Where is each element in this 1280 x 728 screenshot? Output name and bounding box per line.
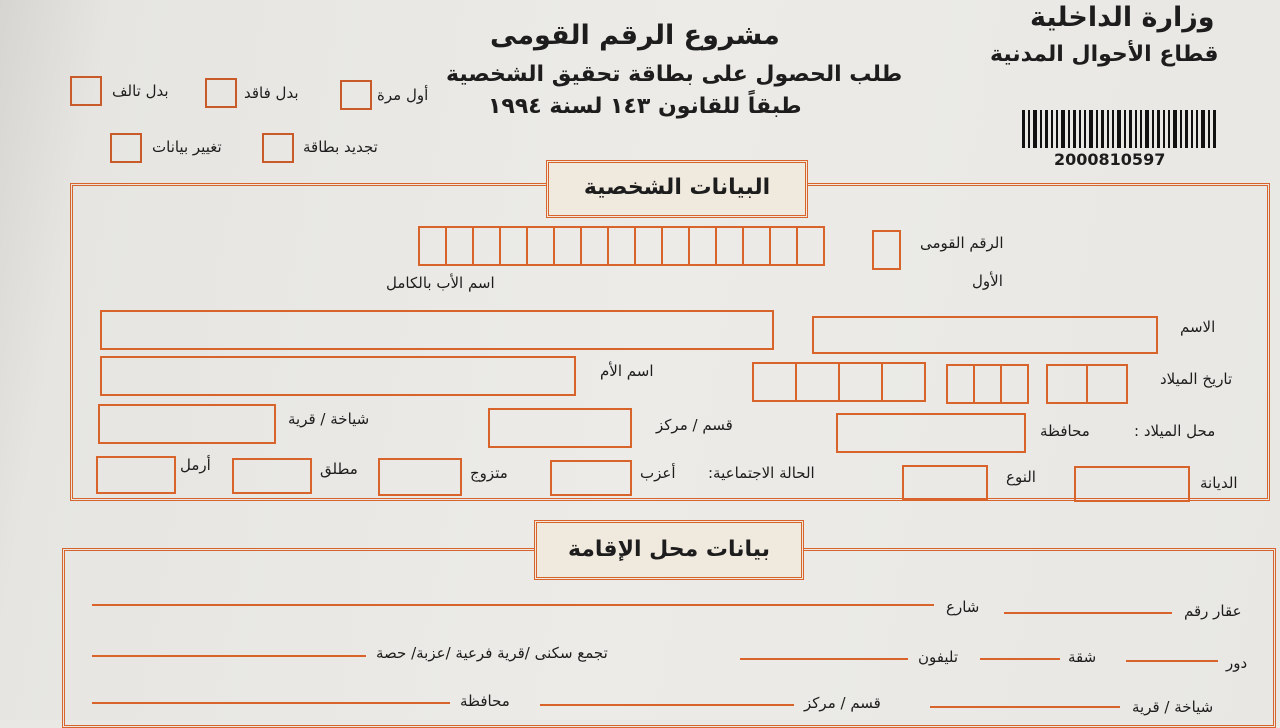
checkbox-renew[interactable] — [262, 133, 294, 163]
birth-district-label: قسم / مركز — [656, 416, 733, 434]
mother-name-label: اسم الأم — [600, 362, 654, 380]
national-id-label: الرقم القومى — [920, 234, 1004, 252]
mother-name-field[interactable] — [100, 356, 576, 396]
request-type-label-replace-lost: بدل فاقد — [244, 84, 299, 102]
law-title: طبقاً للقانون ١٤٣ لسنة ١٩٩٤ — [488, 94, 802, 119]
name-label: الاسم — [1180, 318, 1216, 336]
personal-section-title: البيانات الشخصية — [546, 160, 808, 218]
first-name-field[interactable] — [812, 316, 1158, 354]
birth-district-field[interactable] — [488, 408, 632, 448]
checkbox-replace-damaged[interactable] — [70, 76, 102, 106]
birth-village-label: شياخة / قرية — [288, 410, 370, 428]
birth-place-label: محل الميلاد : — [1134, 422, 1216, 440]
birth-month-cells[interactable] — [946, 364, 1027, 404]
barcode-number: 2000810597 — [1054, 150, 1166, 169]
sector-title: قطاع الأحوال المدنية — [990, 42, 1219, 67]
apartment-label: شقة — [1068, 648, 1097, 666]
phone-line[interactable] — [740, 658, 908, 660]
birth-village-field[interactable] — [98, 404, 276, 444]
national-id-cells-b[interactable] — [872, 230, 899, 270]
married-checkbox[interactable] — [378, 458, 462, 496]
request-type-label-renew: تجديد بطاقة — [303, 138, 378, 156]
divorced-label: مطلق — [320, 460, 358, 478]
residence-governorate-label: محافظة — [460, 692, 510, 710]
father-name-label: اسم الأب بالكامل — [386, 274, 495, 292]
checkbox-change-data[interactable] — [110, 133, 142, 163]
request-title: طلب الحصول على بطاقة تحقيق الشخصية — [446, 62, 903, 87]
birth-governorate-label: محافظة — [1040, 422, 1090, 440]
national-id-cells-a[interactable] — [418, 226, 823, 266]
barcode — [1022, 110, 1218, 148]
request-type-label-replace-damaged: بدل تالف — [112, 82, 169, 100]
marital-status-label: الحالة الاجتماعية: — [708, 464, 815, 482]
property-number-label: عقار رقم — [1184, 602, 1242, 620]
request-type-label-first-time: أول مرة — [377, 86, 429, 104]
residence-district-label: قسم / مركز — [804, 694, 881, 712]
property-number-line[interactable] — [1004, 612, 1172, 614]
birth-day-cells[interactable] — [1046, 364, 1126, 404]
street-line[interactable] — [92, 604, 934, 606]
father-name-field[interactable] — [100, 310, 774, 350]
residence-governorate-line[interactable] — [92, 702, 450, 704]
community-line[interactable] — [92, 655, 366, 657]
community-label: تجمع سكنى /قرية فرعية /عزبة/ حصة — [376, 644, 608, 662]
single-checkbox[interactable] — [550, 460, 632, 496]
single-label: أعزب — [640, 464, 676, 482]
street-label: شارع — [946, 598, 980, 616]
birth-date-label: تاريخ الميلاد — [1160, 370, 1233, 388]
married-label: متزوج — [470, 464, 508, 482]
religion-field[interactable] — [1074, 466, 1190, 502]
residence-village-label: شياخة / قرية — [1132, 698, 1214, 716]
apartment-line[interactable] — [980, 658, 1060, 660]
gender-field[interactable] — [902, 465, 988, 501]
checkbox-replace-lost[interactable] — [205, 78, 237, 108]
checkbox-first-time[interactable] — [340, 80, 372, 110]
divorced-checkbox[interactable] — [232, 458, 312, 494]
ministry-title: وزارة الداخلية — [1030, 2, 1215, 33]
floor-label: دور — [1226, 654, 1248, 672]
floor-line[interactable] — [1126, 660, 1218, 662]
widowed-checkbox[interactable] — [96, 456, 176, 494]
project-title: مشروع الرقم القومى — [490, 20, 780, 51]
residence-district-line[interactable] — [540, 704, 794, 706]
gender-label: النوع — [1006, 468, 1036, 486]
birth-year-cells[interactable] — [752, 362, 924, 402]
residence-village-line[interactable] — [930, 706, 1120, 708]
request-type-label-change-data: تغيير بيانات — [152, 138, 222, 156]
widowed-label: أرمل — [180, 456, 211, 474]
residence-section-title: بيانات محل الإقامة — [534, 520, 804, 580]
religion-label: الديانة — [1200, 474, 1238, 492]
first-name-label: الأول — [972, 272, 1003, 290]
phone-label: تليفون — [918, 648, 959, 666]
birth-governorate-field[interactable] — [836, 413, 1026, 453]
